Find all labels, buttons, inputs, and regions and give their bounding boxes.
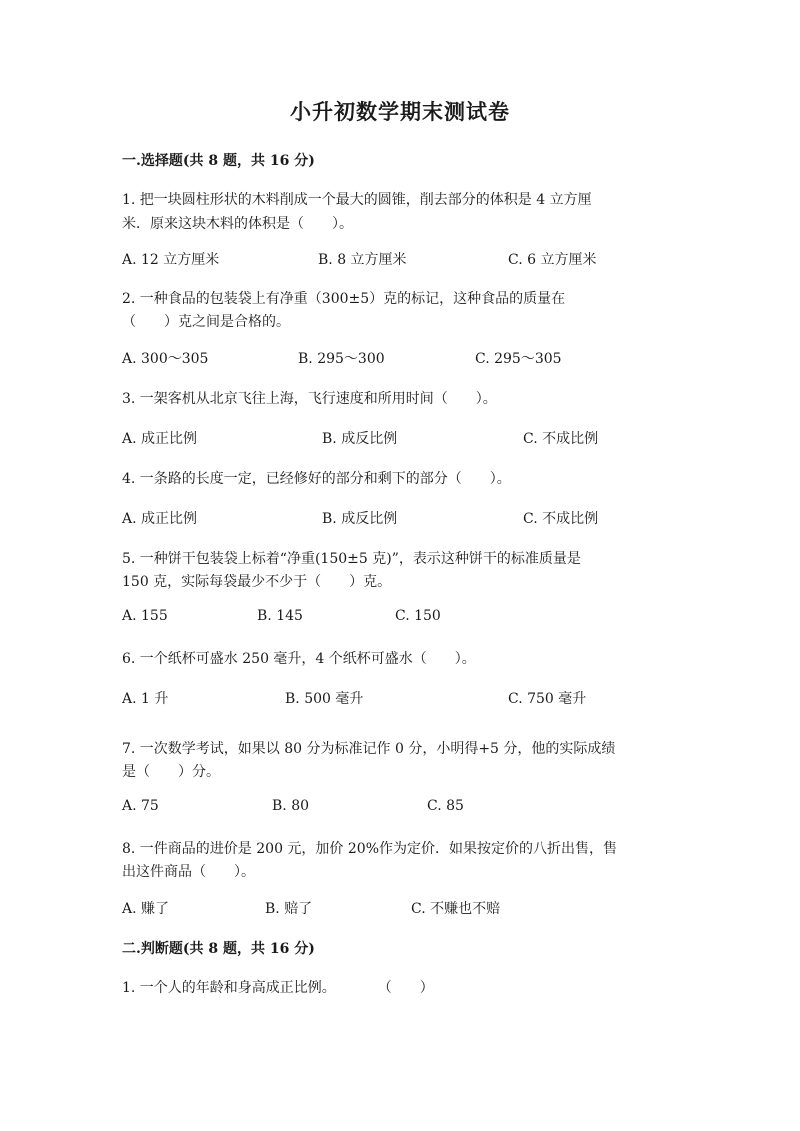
- question-5-line-2: 150 克，实际每袋最少不少于（ ）克。: [122, 574, 392, 590]
- question-5-option-b: B. 145: [257, 608, 303, 624]
- question-7-option-b: B. 80: [272, 798, 310, 814]
- question-3-line-1: 3. 一架客机从北京飞往上海，飞行速度和所用时间（ ）。: [122, 391, 497, 407]
- question-4-option-b: B. 成反比例: [322, 511, 398, 527]
- question-3-option-a: A. 成正比例: [122, 431, 198, 447]
- question-6-option-a: A. 1 升: [122, 691, 169, 707]
- section-heading: 一.选择题(共 8 题，共 16 分): [122, 153, 315, 169]
- question-7-line-1: 7. 一次数学考试，如果以 80 分为标准记作 0 分，小明得+5 分，他的实际成绩: [122, 741, 616, 757]
- question-7-option-a: A. 75: [122, 798, 159, 814]
- question-4-option-a: A. 成正比例: [122, 511, 198, 527]
- question-7-option-c: C. 85: [427, 798, 464, 814]
- question-8-option-c: C. 不赚也不赔: [411, 901, 501, 917]
- question-2-line-1: 2. 一种食品的包装袋上有净重（300±5）克的标记，这种食品的质量在: [122, 291, 566, 307]
- judge-question-1-line-1: 1. 一个人的年龄和身高成正比例。 （ ）: [122, 980, 434, 996]
- section-heading: 二.判断题(共 8 题，共 16 分): [122, 941, 315, 957]
- question-6-line-1: 6. 一个纸杯可盛水 250 毫升，4 个纸杯可盛水（ ）。: [122, 651, 476, 667]
- question-3-option-b: B. 成反比例: [322, 431, 398, 447]
- question-5-option-c: C. 150: [395, 608, 441, 624]
- question-8-option-a: A. 赚了: [122, 901, 170, 917]
- question-6-option-c: C. 750 毫升: [508, 691, 587, 707]
- question-4-option-c: C. 不成比例: [523, 511, 599, 527]
- question-8-line-2: 出这件商品（ ）。: [122, 864, 255, 880]
- question-1-option-a: A. 12 立方厘米: [122, 252, 220, 268]
- question-1-option-b: B. 8 立方厘米: [318, 252, 407, 268]
- question-8-line-1: 8. 一件商品的进价是 200 元，加价 20%作为定价．如果按定价的八折出售，售: [122, 841, 617, 857]
- question-1-option-c: C. 6 立方厘米: [508, 252, 597, 268]
- question-5-line-1: 5. 一种饼干包装袋上标着“净重(150±5 克)”，表示这种饼干的标准质量是: [122, 551, 581, 567]
- question-2-option-a: A. 300～305: [122, 351, 209, 367]
- question-4-line-1: 4. 一条路的长度一定，已经修好的部分和剩下的部分（ ）。: [122, 471, 511, 487]
- question-1-line-2: 米．原来这块木料的体积是（ ）。: [122, 216, 353, 232]
- question-1-line-1: 1. 把一块圆柱形状的木料削成一个最大的圆锥，削去部分的体积是 4 立方厘: [122, 192, 592, 208]
- question-2-option-b: B. 295～300: [298, 351, 385, 367]
- question-6-option-b: B. 500 毫升: [285, 691, 364, 707]
- question-3-option-c: C. 不成比例: [523, 431, 599, 447]
- question-5-option-a: A. 155: [122, 608, 168, 624]
- question-2-option-c: C. 295～305: [475, 351, 562, 367]
- page-title: 小升初数学期末测试卷: [290, 99, 510, 124]
- question-8-option-b: B. 赔了: [265, 901, 313, 917]
- question-2-line-2: （ ）克之间是合格的。: [122, 314, 290, 330]
- question-7-line-2: 是（ ）分。: [122, 764, 220, 780]
